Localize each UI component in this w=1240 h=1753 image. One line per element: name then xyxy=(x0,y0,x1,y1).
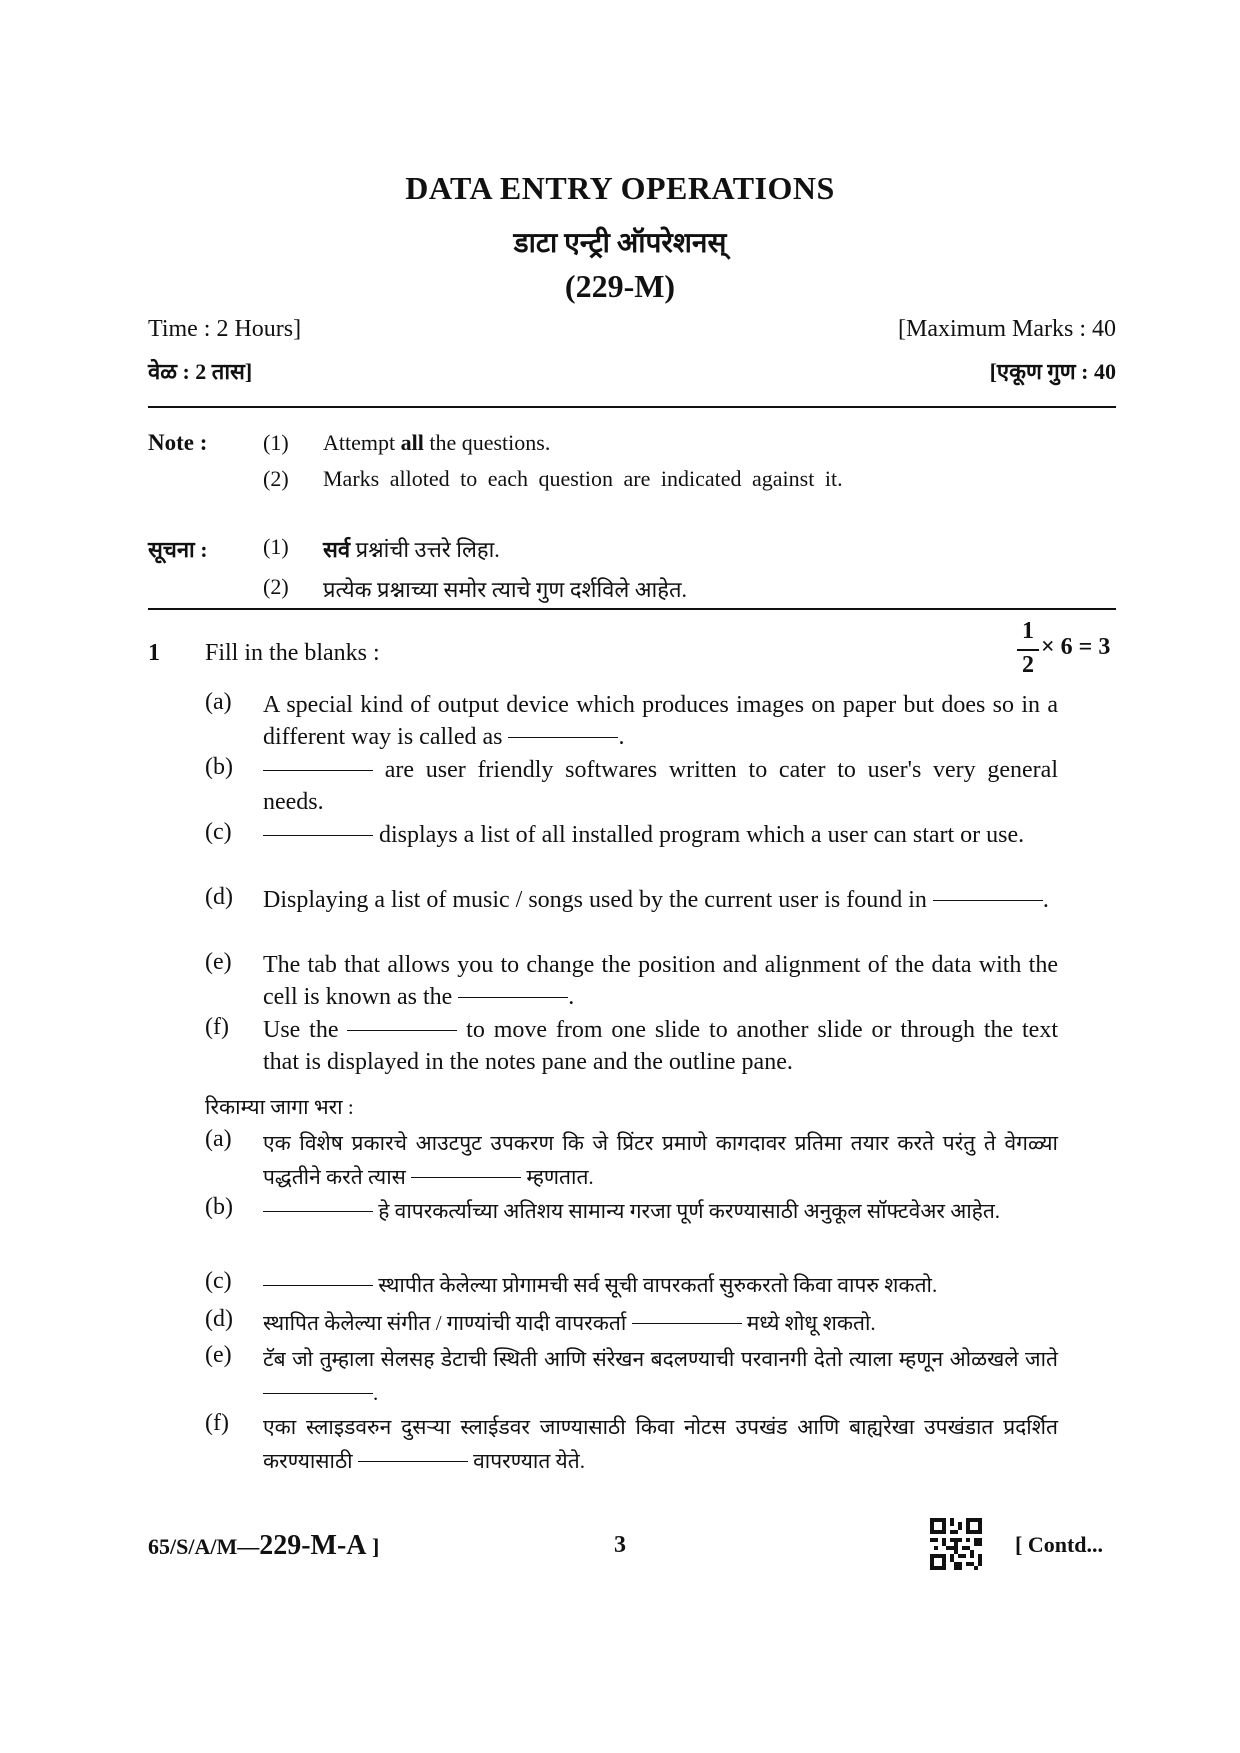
item-en-b-label: (b) xyxy=(205,754,233,780)
item-mr-e-label: (e) xyxy=(205,1342,232,1368)
question-prompt-english: Fill in the blanks : xyxy=(205,640,380,666)
item-en-a-text: A special kind of output device which produces images on paper but does so in a different way is called as . xyxy=(263,692,1058,750)
item-en-c-label: (c) xyxy=(205,819,232,845)
marks-denominator: 2 xyxy=(1022,652,1034,678)
answer-blank xyxy=(411,1177,521,1178)
fraction-bar xyxy=(1017,649,1039,651)
item-mr-e-text: टॅब जो तुम्हाला सेलसह डेटाची स्थिती आणि संरेखन बदलण्याची परवानगी देतो त्याला म्हणून ओळखले जाते . xyxy=(263,1347,1058,1405)
max-marks-english: [Maximum Marks : 40 xyxy=(898,316,1116,342)
item-mr-a-label: (a) xyxy=(205,1126,232,1152)
item-mr-d-label: (d) xyxy=(205,1306,233,1332)
time-marathi: वेळ : 2 तास] xyxy=(148,359,253,384)
suchana-1-text: सर्व प्रश्नांची उत्तरे लिहा. xyxy=(323,537,500,562)
answer-blank xyxy=(347,1030,457,1031)
item-en-e-label: (e) xyxy=(205,949,232,975)
suchana-2-text: प्रत्येक प्रश्नाच्या समोर त्याचे गुण दर्शविले आहेत. xyxy=(323,577,688,602)
item-en-f-text: Use the to move from one slide to another slide or through the text that is displayed in the notes pane and the outline pane. xyxy=(263,1017,1058,1075)
question-marks xyxy=(1015,618,1135,678)
item-mr-f-text: एका स्लाइडवरुन दुसऱ्या स्लाईडवर जाण्यासाठी किवा नोटस उपखंड आणि बाह्यरेखा उपखंडात प्रदर्शित करण्यासाठी वापरण्यात येते. xyxy=(263,1415,1058,1473)
question-number: 1 xyxy=(148,640,160,666)
answer-blank xyxy=(263,770,373,771)
answer-blank xyxy=(933,900,1043,901)
item-en-c-text: displays a list of all installed program which a user can start or use. xyxy=(263,819,1058,851)
note-label: Note : xyxy=(148,430,208,455)
paper-code: (229-M) xyxy=(564,268,676,304)
header-divider xyxy=(148,406,1116,408)
item-en-a-label: (a) xyxy=(205,689,232,715)
item-mr-c-text: स्थापीत केलेल्या प्रोगामची सर्व सूची वापरकर्ता सुरुकरतो किवा वापरु शकतो. xyxy=(263,1268,1058,1302)
suchana-1-number: (1) xyxy=(263,534,289,559)
time-english: Time : 2 Hours] xyxy=(148,316,302,342)
item-mr-b-text: हे वापरकर्त्याच्या अतिशय सामान्य गरजा पूर्ण करण्यासाठी अनुकूल सॉफ्टवेअर आहेत. xyxy=(263,1194,1058,1228)
item-mr-c-label: (c) xyxy=(205,1268,232,1294)
item-en-d-text: Displaying a list of music / songs used by the current user is found in . xyxy=(263,887,1049,913)
note-1-text: Attempt all the questions. xyxy=(323,430,551,455)
question-prompt-marathi: रिकाम्या जागा भरा : xyxy=(205,1095,354,1119)
suchana-2-number: (2) xyxy=(263,574,289,599)
answer-blank xyxy=(263,1393,373,1394)
answer-blank xyxy=(263,1285,373,1286)
answer-blank xyxy=(358,1461,468,1462)
item-mr-d-text: स्थापित केलेल्या संगीत / गाण्यांची यादी वापरकर्ता मध्ये शोधू शकतो. xyxy=(263,1311,876,1335)
marks-total: × 6 = 3 xyxy=(1041,634,1111,660)
item-en-b-text: are user friendly softwares written to cater to user's very general needs. xyxy=(263,757,1058,815)
item-mr-b-label: (b) xyxy=(205,1194,233,1220)
paper-title-marathi: डाटा एन्ट्री ऑपरेशनस् xyxy=(513,228,727,259)
note-1-number: (1) xyxy=(263,430,289,455)
marks-numerator: 1 xyxy=(1022,618,1034,644)
continued-marker: [ Contd... xyxy=(1015,1532,1104,1557)
qr-code-icon xyxy=(930,1518,982,1570)
answer-blank xyxy=(632,1323,742,1324)
note-2-text: Marks alloted to each question are indicated against it. xyxy=(323,466,843,491)
answer-blank xyxy=(263,1211,373,1212)
notes-divider xyxy=(148,608,1116,610)
paper-title-english: DATA ENTRY OPERATIONS xyxy=(405,170,835,206)
item-en-d-label: (d) xyxy=(205,884,233,910)
note-2-number: (2) xyxy=(263,466,289,491)
item-en-e-text: The tab that allows you to change the position and alignment of the data with the cell is known as the . xyxy=(263,952,1058,1010)
answer-blank xyxy=(263,835,373,836)
answer-blank xyxy=(458,997,568,998)
max-marks-marathi: [एकूण गुण : 40 xyxy=(989,359,1116,384)
footer-paper-code: 65/S/A/M—229-M-A ] xyxy=(148,1530,380,1561)
item-mr-a-text: एक विशेष प्रकारचे आउटपुट उपकरण कि जे प्रिंटर प्रमाणे कागदावर प्रतिमा तयार करते परंतु ते वेगळ्या पद्धतीने करते त्यास म्हणतात. xyxy=(263,1131,1058,1189)
answer-blank xyxy=(508,737,618,738)
item-en-f-label: (f) xyxy=(205,1014,229,1040)
suchana-label: सूचना : xyxy=(148,537,208,562)
item-mr-f-label: (f) xyxy=(205,1410,229,1436)
page-number: 3 xyxy=(614,1532,626,1558)
